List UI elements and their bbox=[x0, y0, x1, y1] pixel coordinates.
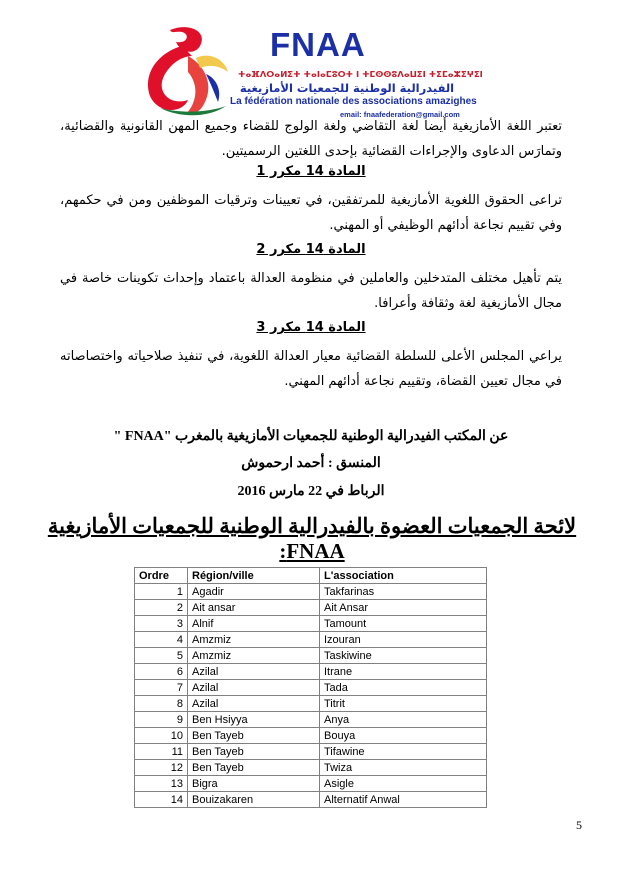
article-title: المادة 14 مكرر 3 bbox=[256, 320, 366, 335]
cell-region: Ben Tayeb bbox=[188, 744, 320, 760]
cell-ordre: 9 bbox=[135, 712, 188, 728]
cell-ordre: 6 bbox=[135, 664, 188, 680]
cell-ordre: 4 bbox=[135, 632, 188, 648]
cell-association: Alternatif Anwal bbox=[320, 792, 487, 808]
table-row bbox=[135, 616, 487, 632]
cell-association: Izouran bbox=[320, 632, 487, 648]
intro-paragraph: تعتبر اللغة الأمازيغية أيضا لغة التقاضي ولغة الولوج للقضاء وجميع المهن القانونية والقضائية، وتمارَس الدعاوى والإجراءات القضائية بإحدى اللغتين الرسميتين. bbox=[60, 119, 562, 159]
table-row bbox=[135, 760, 487, 776]
cell-region: Ben Hsiyya bbox=[188, 712, 320, 728]
signature-place-date: الرباط في 22 مارس 2016 bbox=[237, 484, 385, 499]
article-title: المادة 14 مكرر 1 bbox=[256, 164, 366, 179]
page-number: 5 bbox=[576, 818, 582, 832]
table-row bbox=[135, 648, 487, 664]
cell-association: Takfarinas bbox=[320, 584, 487, 600]
cell-association: Twiza bbox=[320, 760, 487, 776]
cell-ordre: 1 bbox=[135, 584, 188, 600]
article-text: يراعي المجلس الأعلى للسلطة القضائية معيار العدالة اللغوية، في تنفيذ صلاحياته واختصاصاته في مجال تعيين القضاة، وتقييم نجاعة أدائهم المهني. bbox=[60, 349, 562, 389]
table-row bbox=[135, 696, 487, 712]
cell-region: Azilal bbox=[188, 696, 320, 712]
cell-association: Titrit bbox=[320, 696, 487, 712]
cell-region: Azilal bbox=[188, 664, 320, 680]
table-body bbox=[135, 584, 487, 808]
table-row bbox=[135, 712, 487, 728]
cell-ordre: 3 bbox=[135, 616, 188, 632]
table-row bbox=[135, 664, 487, 680]
cell-association: Anya bbox=[320, 712, 487, 728]
header-email: email: fnaafederation@gmail.com bbox=[340, 110, 460, 119]
cell-region: Amzmiz bbox=[188, 648, 320, 664]
cell-ordre: 5 bbox=[135, 648, 188, 664]
cell-ordre: 14 bbox=[135, 792, 188, 808]
cell-ordre: 7 bbox=[135, 680, 188, 696]
col-header-ordre: Ordre bbox=[135, 568, 188, 584]
table-header-row bbox=[135, 568, 487, 584]
table-row bbox=[135, 584, 487, 600]
cell-association: Bouya bbox=[320, 728, 487, 744]
article-text: تراعى الحقوق اللغوية الأمازيغية للمرتفقين، في تعيينات وترقيات الموظفين ومن في حكمهم، وفي تقييم نجاعة أدائهم الوظيفي أو المهني. bbox=[60, 193, 562, 233]
cell-region: Alnif bbox=[188, 616, 320, 632]
table-row bbox=[135, 632, 487, 648]
cell-ordre: 2 bbox=[135, 600, 188, 616]
cell-region: Bigra bbox=[188, 776, 320, 792]
cell-region: Azilal bbox=[188, 680, 320, 696]
cell-ordre: 11 bbox=[135, 744, 188, 760]
cell-association: Taskiwine bbox=[320, 648, 487, 664]
cell-region: Bouizakaren bbox=[188, 792, 320, 808]
col-header-association: L'association bbox=[320, 568, 487, 584]
signature-coordinator: المنسق : أحمد ارحموش bbox=[241, 456, 381, 471]
cell-association: Tada bbox=[320, 680, 487, 696]
tifinagh-name: ⵜⴰⴼⴷⵔⴰⵍⵉⵜ ⵜⴰⵏⴰⵎⵓⵔⵜ ⵏ ⵜⵎⵙⵙⵓⴷⴰⵡⵉⵏ ⵜⵉⵎⴰⵣⵉⵖⵉⵏ bbox=[238, 70, 483, 80]
table-row bbox=[135, 744, 487, 760]
cell-association: Tamount bbox=[320, 616, 487, 632]
table-row bbox=[135, 728, 487, 744]
cell-ordre: 10 bbox=[135, 728, 188, 744]
cell-ordre: 13 bbox=[135, 776, 188, 792]
article-title: المادة 14 مكرر 2 bbox=[256, 242, 366, 257]
cell-ordre: 8 bbox=[135, 696, 188, 712]
table-row bbox=[135, 680, 487, 696]
cell-region: Ait ansar bbox=[188, 600, 320, 616]
cell-region: Ben Tayeb bbox=[188, 760, 320, 776]
cell-region: Amzmiz bbox=[188, 632, 320, 648]
cell-region: Ben Tayeb bbox=[188, 728, 320, 744]
cell-association: Asigle bbox=[320, 776, 487, 792]
signature-office: عن المكتب الفيدرالية الوطنية للجمعيات الأمازيغية بالمغرب "FNAA " bbox=[113, 429, 509, 444]
brand-logotype: FNAA bbox=[270, 26, 366, 63]
cell-association: Tifawine bbox=[320, 744, 487, 760]
member-list-title: لائحة الجمعيات العضوة بالفيدرالية الوطنية للجمعيات الأمازيغية FNAA: bbox=[47, 514, 577, 563]
member-associations-table bbox=[134, 567, 487, 808]
cell-ordre: 12 bbox=[135, 760, 188, 776]
table-row bbox=[135, 792, 487, 808]
table-row bbox=[135, 600, 487, 616]
french-federation-name: La fédération nationale des associations amazighes bbox=[230, 96, 477, 107]
cell-association: Itrane bbox=[320, 664, 487, 680]
fnaa-logo-icon bbox=[130, 22, 240, 122]
cell-region: Agadir bbox=[188, 584, 320, 600]
letterhead bbox=[130, 22, 510, 122]
article-text: يتم تأهيل مختلف المتدخلين والعاملين في منظومة العدالة باعتماد وإحداث تكوينات خاصة في مجال الأمازيغية لغة وثقافة وأعرافا. bbox=[60, 271, 562, 311]
cell-association: Ait Ansar bbox=[320, 600, 487, 616]
arabic-federation-name: الفيدرالية الوطنية للجمعيات الأمازيغية bbox=[239, 81, 455, 95]
table-row bbox=[135, 776, 487, 792]
col-header-region: Région/ville bbox=[188, 568, 320, 584]
